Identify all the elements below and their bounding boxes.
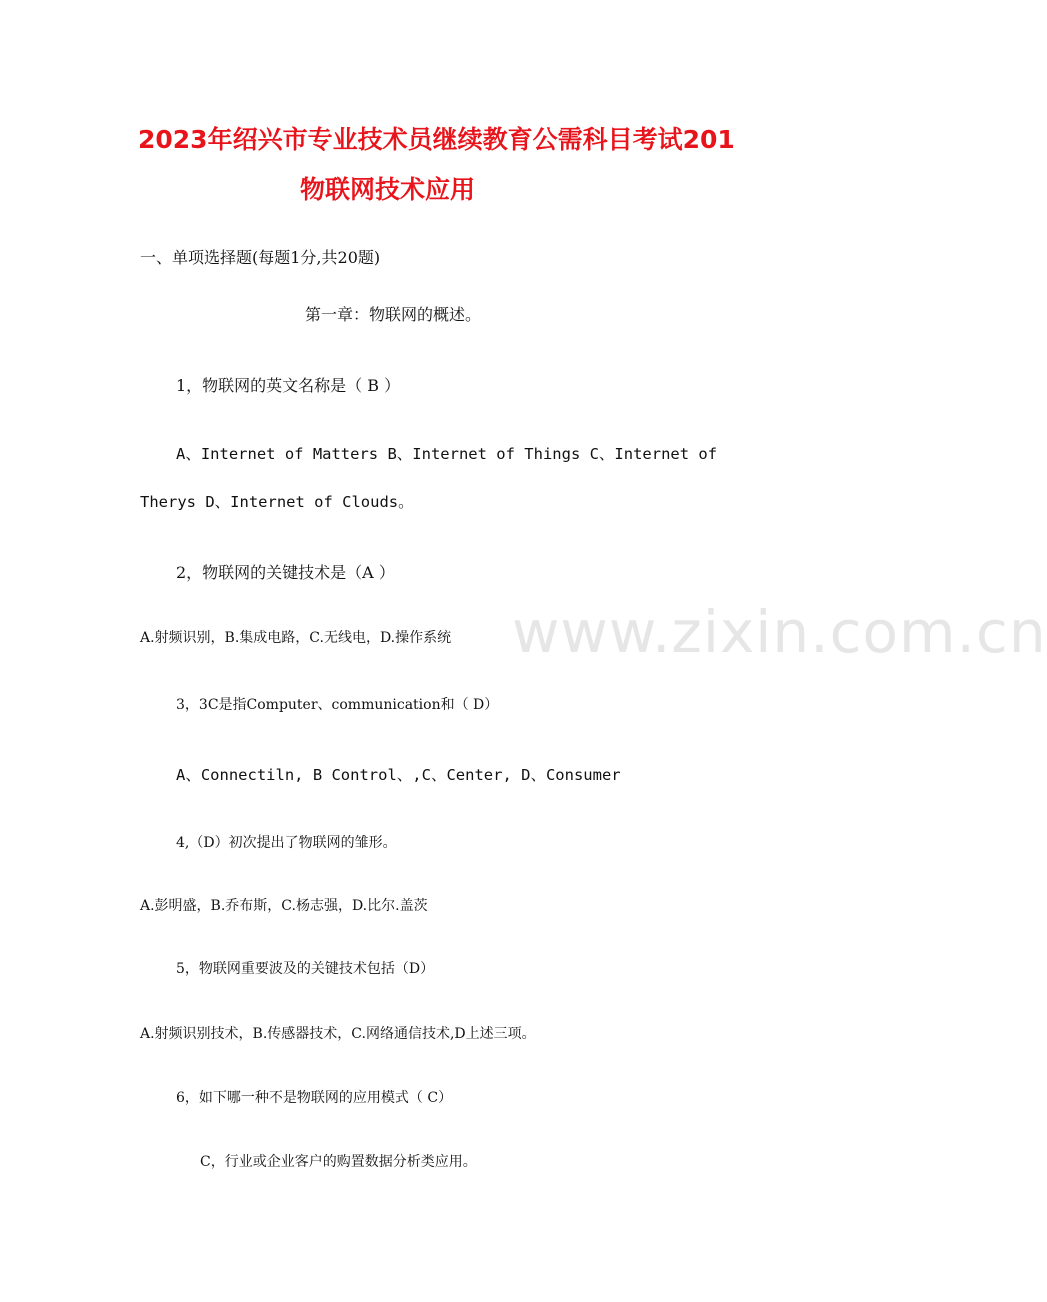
question-4-options: A.彭明盛，B.乔布斯，C.杨志强，D.比尔.盖茨 bbox=[140, 898, 428, 914]
document-title-line2: 物联网技术应用 bbox=[300, 175, 476, 204]
question-5-stem: 5，物联网重要波及的关键技术包括（D） bbox=[176, 961, 435, 977]
question-2-options: A.射频识别，B.集成电路，C.无线电，D.操作系统 bbox=[140, 630, 452, 646]
question-5-options: A.射频识别技术，B.传感器技术，C.网络通信技术,D上述三项。 bbox=[140, 1026, 536, 1042]
watermark: www.zixin.com.cn bbox=[512, 598, 1047, 666]
section-heading: 一、单项选择题(每题1分,共20题) bbox=[140, 248, 381, 267]
question-6-options: C，行业或企业客户的购置数据分析类应用。 bbox=[200, 1154, 477, 1170]
question-3-options: A、Connectiln, B Control、,C、Center, D、Consumer bbox=[176, 766, 621, 784]
question-1-options-line1: A、Internet of Matters B、Internet of Things C、Internet of bbox=[176, 445, 718, 463]
document-title-line1: 2023年绍兴市专业技术员继续教育公需科目考试201 bbox=[138, 125, 735, 154]
question-2-stem: 2，物联网的关键技术是（A ） bbox=[176, 563, 395, 582]
question-3-stem: 3，3C是指Computer、communication和（ D） bbox=[176, 697, 499, 713]
question-1-options-line2: Therys D、Internet of Clouds。 bbox=[140, 493, 414, 511]
question-1-stem: 1，物联网的英文名称是（ B ） bbox=[176, 376, 401, 395]
question-6-stem: 6，如下哪一种不是物联网的应用模式（ C） bbox=[176, 1090, 453, 1106]
question-4-stem: 4,（D）初次提出了物联网的雏形。 bbox=[176, 835, 397, 851]
chapter-heading: 第一章：物联网的概述。 bbox=[305, 305, 482, 324]
